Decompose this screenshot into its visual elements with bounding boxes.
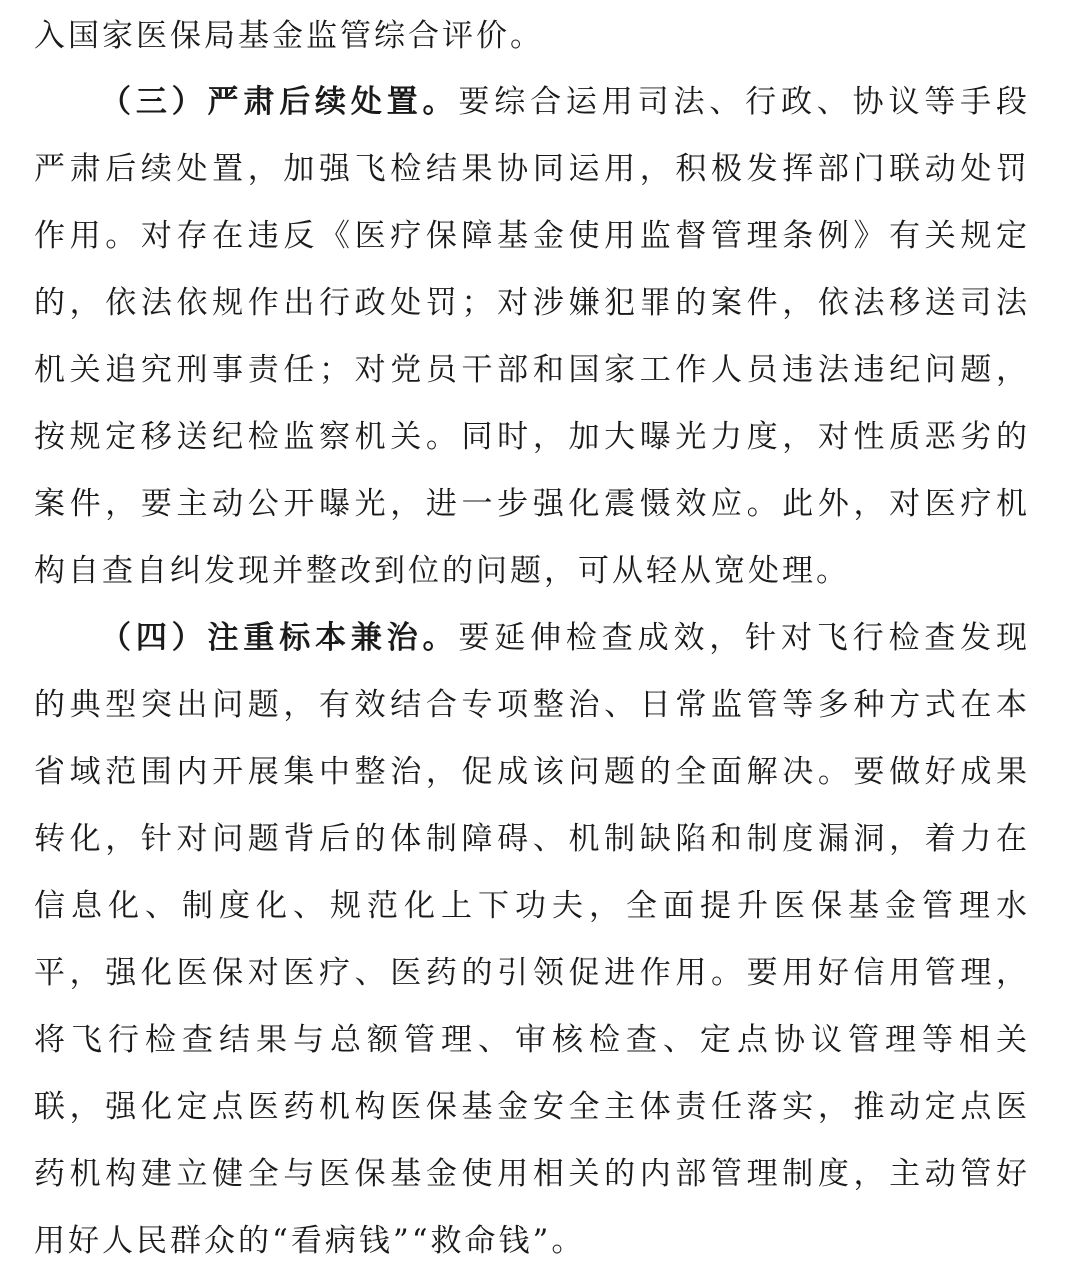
- paragraph-4-line: 药机构建立健全与医保基金使用相关的内部管理制度，主动管好: [34, 1156, 1027, 1192]
- paragraph-4-line: 将飞行检查结果与总额管理、审核检查、定点协议管理等相关: [34, 1022, 1027, 1058]
- paragraph-4-line: 的典型突出问题，有效结合专项整治、日常监管等多种方式在本: [34, 687, 1027, 723]
- paragraph-3-line: 的，依法依规作出行政处罚；对涉嫌犯罪的案件，依法移送司法: [34, 285, 1027, 321]
- paragraph-3-line: 严肃后续处置，加强飞检结果协同运用，积极发挥部门联动处罚: [34, 151, 1027, 187]
- paragraph-4-first-line-text: 要延伸检查成效，针对飞行检查发现: [458, 620, 1027, 656]
- paragraph-3-line: 案件，要主动公开曝光，进一步强化震慑效应。此外，对医疗机: [34, 486, 1027, 522]
- paragraph-intro-line-1: 入国家医保局基金监管综合评价。: [34, 18, 544, 54]
- paragraph-4-line: 联，强化定点医药机构医保基金安全主体责任落实，推动定点医: [34, 1089, 1027, 1125]
- paragraph-4-heading: （四）注重标本兼治。: [100, 620, 459, 656]
- paragraph-4-line: 平，强化医保对医疗、医药的引领促进作用。要用好信用管理，: [34, 955, 1027, 991]
- paragraph-3-line: 构自查自纠发现并整改到位的问题，可从轻从宽处理。: [34, 553, 850, 589]
- paragraph-4-line: 信息化、制度化、规范化上下功夫，全面提升医保基金管理水: [34, 888, 1027, 924]
- paragraph-4-line: 用好人民群众的“看病钱”“救命钱”。: [34, 1223, 586, 1259]
- paragraph-3-line: 按规定移送纪检监察机关。同时，加大曝光力度，对性质恶劣的: [34, 419, 1027, 455]
- paragraph-4-first-line: [100, 604, 1027, 672]
- paragraph-3-line: 作用。对存在违反《医疗保障基金使用监督管理条例》有关规定: [34, 218, 1027, 254]
- paragraph-4-line: 转化，针对问题背后的体制障碍、机制缺陷和制度漏洞，着力在: [34, 821, 1027, 857]
- paragraph-3-heading: （三）严肃后续处置。: [100, 84, 459, 120]
- paragraph-3-line: 机关追究刑事责任；对党员干部和国家工作人员违法违纪问题，: [34, 352, 1027, 388]
- paragraph-3-first-line-text: 要综合运用司法、行政、协议等手段: [458, 84, 1027, 120]
- paragraph-3-first-line: [100, 68, 1027, 136]
- paragraph-4-line: 省域范围内开展集中整治，促成该问题的全面解决。要做好成果: [34, 754, 1027, 790]
